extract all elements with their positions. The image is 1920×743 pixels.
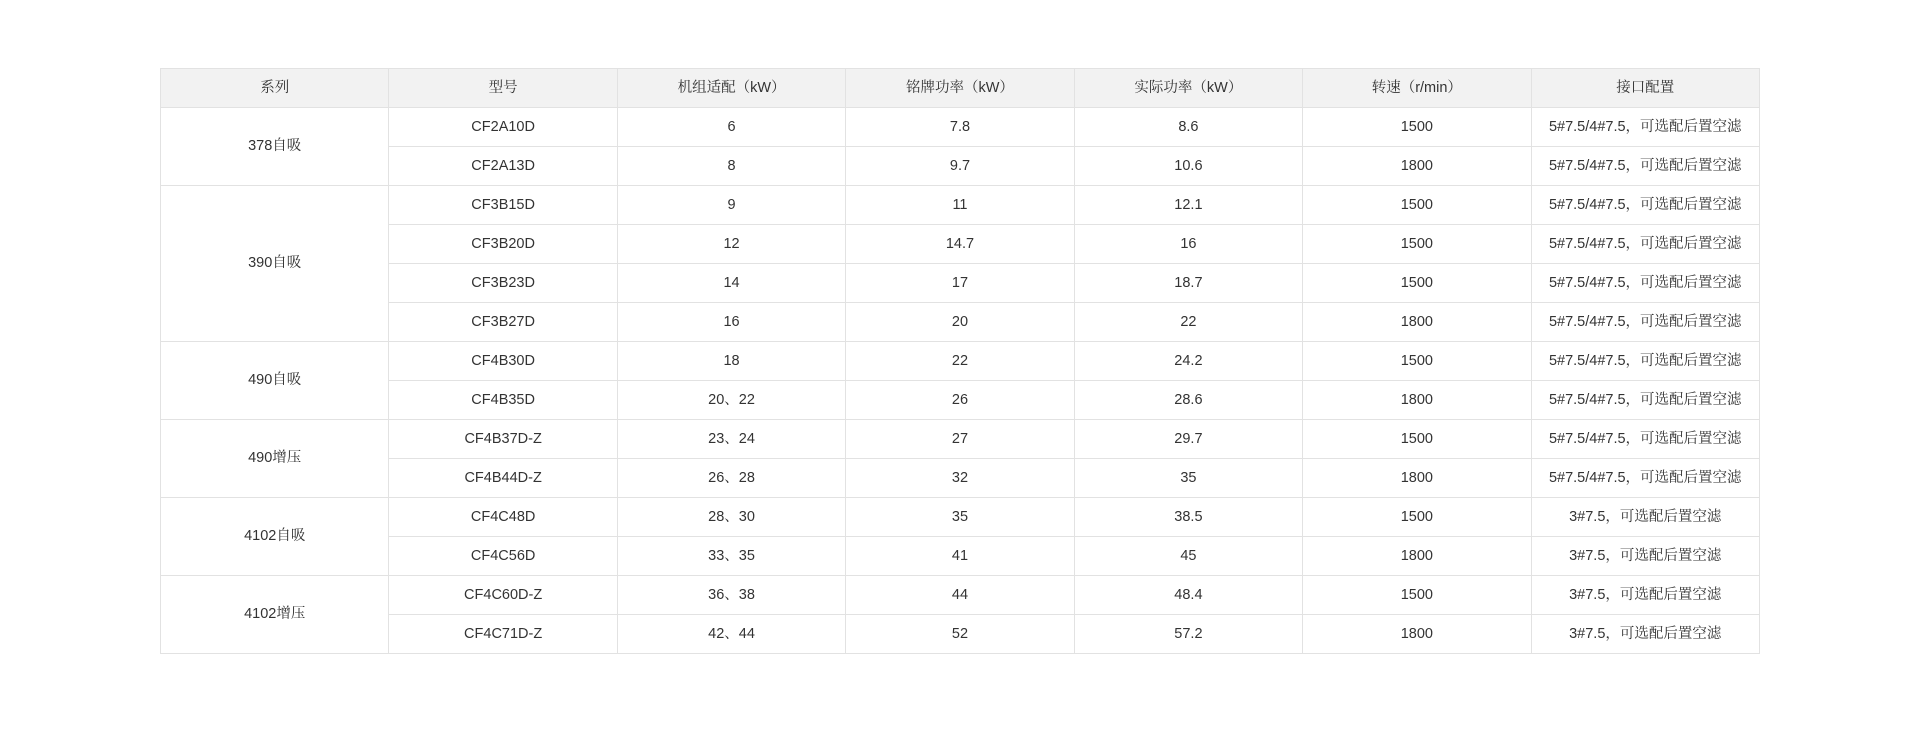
interface-cell: 5#7.5/4#7.5，可选配后置空滤 bbox=[1531, 147, 1759, 186]
interface-cell: 3#7.5，可选配后置空滤 bbox=[1531, 576, 1759, 615]
unit-match-cell: 36、38 bbox=[617, 576, 845, 615]
table-row bbox=[161, 342, 1760, 381]
model-cell: CF3B15D bbox=[389, 186, 617, 225]
speed-cell: 1500 bbox=[1303, 225, 1531, 264]
table-body bbox=[161, 108, 1760, 654]
engine-spec-table bbox=[160, 68, 1760, 654]
speed-cell: 1500 bbox=[1303, 342, 1531, 381]
nameplate-power-cell: 32 bbox=[846, 459, 1074, 498]
interface-cell: 5#7.5/4#7.5，可选配后置空滤 bbox=[1531, 342, 1759, 381]
speed-cell: 1800 bbox=[1303, 615, 1531, 654]
spec-table-container bbox=[160, 68, 1760, 654]
interface-cell: 3#7.5，可选配后置空滤 bbox=[1531, 537, 1759, 576]
unit-match-cell: 18 bbox=[617, 342, 845, 381]
column-header-interface: 接口配置 bbox=[1531, 69, 1759, 108]
unit-match-cell: 20、22 bbox=[617, 381, 845, 420]
model-cell: CF4C71D-Z bbox=[389, 615, 617, 654]
nameplate-power-cell: 9.7 bbox=[846, 147, 1074, 186]
column-header-series: 系列 bbox=[161, 69, 389, 108]
unit-match-cell: 28、30 bbox=[617, 498, 845, 537]
table-row bbox=[161, 459, 1760, 498]
speed-cell: 1500 bbox=[1303, 264, 1531, 303]
nameplate-power-cell: 27 bbox=[846, 420, 1074, 459]
table-row bbox=[161, 615, 1760, 654]
header-row bbox=[161, 69, 1760, 108]
speed-cell: 1800 bbox=[1303, 537, 1531, 576]
interface-cell: 5#7.5/4#7.5，可选配后置空滤 bbox=[1531, 381, 1759, 420]
actual-power-cell: 16 bbox=[1074, 225, 1302, 264]
column-header-unit-match: 机组适配（kW） bbox=[617, 69, 845, 108]
unit-match-cell: 14 bbox=[617, 264, 845, 303]
interface-cell: 3#7.5，可选配后置空滤 bbox=[1531, 498, 1759, 537]
actual-power-cell: 45 bbox=[1074, 537, 1302, 576]
actual-power-cell: 57.2 bbox=[1074, 615, 1302, 654]
speed-cell: 1800 bbox=[1303, 459, 1531, 498]
table-row bbox=[161, 186, 1760, 225]
table-row bbox=[161, 225, 1760, 264]
actual-power-cell: 10.6 bbox=[1074, 147, 1302, 186]
unit-match-cell: 33、35 bbox=[617, 537, 845, 576]
series-cell: 4102增压 bbox=[161, 576, 389, 654]
series-cell: 390自吸 bbox=[161, 186, 389, 342]
column-header-actual-power: 实际功率（kW） bbox=[1074, 69, 1302, 108]
actual-power-cell: 48.4 bbox=[1074, 576, 1302, 615]
unit-match-cell: 9 bbox=[617, 186, 845, 225]
interface-cell: 5#7.5/4#7.5，可选配后置空滤 bbox=[1531, 420, 1759, 459]
series-cell: 490自吸 bbox=[161, 342, 389, 420]
speed-cell: 1500 bbox=[1303, 420, 1531, 459]
speed-cell: 1500 bbox=[1303, 108, 1531, 147]
unit-match-cell: 23、24 bbox=[617, 420, 845, 459]
speed-cell: 1500 bbox=[1303, 498, 1531, 537]
nameplate-power-cell: 52 bbox=[846, 615, 1074, 654]
model-cell: CF4C60D-Z bbox=[389, 576, 617, 615]
nameplate-power-cell: 44 bbox=[846, 576, 1074, 615]
table-row bbox=[161, 381, 1760, 420]
nameplate-power-cell: 17 bbox=[846, 264, 1074, 303]
column-header-model: 型号 bbox=[389, 69, 617, 108]
interface-cell: 5#7.5/4#7.5，可选配后置空滤 bbox=[1531, 186, 1759, 225]
series-cell: 490增压 bbox=[161, 420, 389, 498]
table-row bbox=[161, 108, 1760, 147]
speed-cell: 1500 bbox=[1303, 576, 1531, 615]
nameplate-power-cell: 20 bbox=[846, 303, 1074, 342]
nameplate-power-cell: 22 bbox=[846, 342, 1074, 381]
unit-match-cell: 16 bbox=[617, 303, 845, 342]
unit-match-cell: 8 bbox=[617, 147, 845, 186]
actual-power-cell: 18.7 bbox=[1074, 264, 1302, 303]
interface-cell: 5#7.5/4#7.5，可选配后置空滤 bbox=[1531, 303, 1759, 342]
unit-match-cell: 6 bbox=[617, 108, 845, 147]
interface-cell: 5#7.5/4#7.5，可选配后置空滤 bbox=[1531, 264, 1759, 303]
unit-match-cell: 12 bbox=[617, 225, 845, 264]
nameplate-power-cell: 14.7 bbox=[846, 225, 1074, 264]
model-cell: CF3B20D bbox=[389, 225, 617, 264]
model-cell: CF3B27D bbox=[389, 303, 617, 342]
model-cell: CF4B30D bbox=[389, 342, 617, 381]
speed-cell: 1800 bbox=[1303, 303, 1531, 342]
series-cell: 378自吸 bbox=[161, 108, 389, 186]
column-header-speed: 转速（r/min） bbox=[1303, 69, 1531, 108]
model-cell: CF2A10D bbox=[389, 108, 617, 147]
speed-cell: 1800 bbox=[1303, 381, 1531, 420]
nameplate-power-cell: 26 bbox=[846, 381, 1074, 420]
speed-cell: 1500 bbox=[1303, 186, 1531, 225]
model-cell: CF3B23D bbox=[389, 264, 617, 303]
table-row bbox=[161, 420, 1760, 459]
model-cell: CF4B37D-Z bbox=[389, 420, 617, 459]
table-row bbox=[161, 147, 1760, 186]
actual-power-cell: 35 bbox=[1074, 459, 1302, 498]
model-cell: CF4B35D bbox=[389, 381, 617, 420]
unit-match-cell: 42、44 bbox=[617, 615, 845, 654]
actual-power-cell: 24.2 bbox=[1074, 342, 1302, 381]
model-cell: CF2A13D bbox=[389, 147, 617, 186]
interface-cell: 3#7.5，可选配后置空滤 bbox=[1531, 615, 1759, 654]
speed-cell: 1800 bbox=[1303, 147, 1531, 186]
interface-cell: 5#7.5/4#7.5，可选配后置空滤 bbox=[1531, 459, 1759, 498]
model-cell: CF4C56D bbox=[389, 537, 617, 576]
model-cell: CF4C48D bbox=[389, 498, 617, 537]
nameplate-power-cell: 7.8 bbox=[846, 108, 1074, 147]
actual-power-cell: 12.1 bbox=[1074, 186, 1302, 225]
table-row bbox=[161, 264, 1760, 303]
actual-power-cell: 29.7 bbox=[1074, 420, 1302, 459]
table-row bbox=[161, 576, 1760, 615]
nameplate-power-cell: 41 bbox=[846, 537, 1074, 576]
nameplate-power-cell: 11 bbox=[846, 186, 1074, 225]
model-cell: CF4B44D-Z bbox=[389, 459, 617, 498]
actual-power-cell: 22 bbox=[1074, 303, 1302, 342]
actual-power-cell: 28.6 bbox=[1074, 381, 1302, 420]
interface-cell: 5#7.5/4#7.5，可选配后置空滤 bbox=[1531, 108, 1759, 147]
series-cell: 4102自吸 bbox=[161, 498, 389, 576]
interface-cell: 5#7.5/4#7.5，可选配后置空滤 bbox=[1531, 225, 1759, 264]
actual-power-cell: 8.6 bbox=[1074, 108, 1302, 147]
column-header-nameplate-power: 铭牌功率（kW） bbox=[846, 69, 1074, 108]
unit-match-cell: 26、28 bbox=[617, 459, 845, 498]
nameplate-power-cell: 35 bbox=[846, 498, 1074, 537]
table-row bbox=[161, 303, 1760, 342]
table-header bbox=[161, 69, 1760, 108]
actual-power-cell: 38.5 bbox=[1074, 498, 1302, 537]
table-row bbox=[161, 537, 1760, 576]
table-row bbox=[161, 498, 1760, 537]
